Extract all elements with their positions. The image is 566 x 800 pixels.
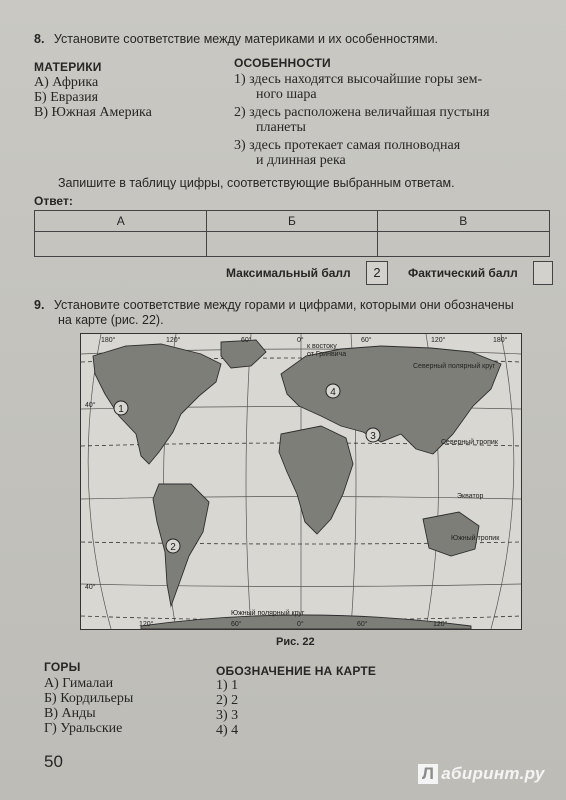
q8-right-item-3: 3) здесь протекает самая полноводная xyxy=(234,138,461,153)
north-america xyxy=(93,344,221,464)
q9-right-item-2: 2) 2 xyxy=(216,693,239,708)
q9-left-item-b: Б) Кордильеры xyxy=(44,691,134,706)
q8-right-list xyxy=(234,72,554,168)
q9-right-item-3: 3) 3 xyxy=(216,708,239,723)
map-bottom-label-2: 60° xyxy=(231,621,242,628)
q8-right-header: ОСОБЕННОСТИ xyxy=(234,56,331,70)
answer-cell-b[interactable] xyxy=(207,232,377,257)
page-number: 50 xyxy=(44,752,63,771)
q8-answer-table xyxy=(34,210,550,257)
map-arctic-circle: Северный полярный круг xyxy=(413,363,496,370)
q8-text: Установите соответствие между материками и их особенностями. xyxy=(53,32,438,46)
map-bottom-label-4: 60° xyxy=(357,621,368,628)
map-top-label-7: 180° xyxy=(493,337,508,344)
map-top-label-5: 60° xyxy=(361,337,372,344)
answer-header-b: Б xyxy=(207,211,377,232)
antarctica xyxy=(141,615,471,629)
q8-left-list xyxy=(34,75,152,120)
q9-left-item-c: В) Анды xyxy=(44,706,96,721)
q9-left-item-a: А) Гималаи xyxy=(44,676,114,691)
q9-left-item-d: Г) Уральские xyxy=(44,721,123,736)
q9-text-line1: Установите соответствие между горами и цифрами, которыми они обозначены xyxy=(53,298,514,312)
map-top-label-6: 120° xyxy=(431,337,446,344)
marker-4-label: 4 xyxy=(330,387,336,398)
q8-right-item-3-cont: и длинная река xyxy=(256,153,346,168)
marker-2-label: 2 xyxy=(170,542,176,553)
q8-right-item-2-cont: планеты xyxy=(256,120,306,135)
world-map-figure xyxy=(80,333,522,630)
map-tropic-north: Северный тропик xyxy=(441,439,498,446)
africa xyxy=(279,426,353,534)
map-bottom-label-3: 0° xyxy=(297,621,304,628)
map-top-label-2: 120° xyxy=(166,337,181,344)
map-bottom-label-5: 120° xyxy=(433,621,448,628)
q8-right-item-1-cont: ного шара xyxy=(256,87,317,102)
map-lat-label-2: 40° xyxy=(85,584,96,591)
q9-right-list xyxy=(216,678,238,738)
map-in-east: к востоку xyxy=(307,343,337,350)
greenland xyxy=(221,340,266,368)
answer-cell-c[interactable] xyxy=(377,232,549,257)
marker-1-label: 1 xyxy=(118,404,124,415)
figure-caption: Рис. 22 xyxy=(276,636,315,648)
watermark-text: абиринт.ру xyxy=(441,764,545,783)
q8-right-item-2: 2) здесь расположена величайшая пустыня xyxy=(234,105,490,120)
q9-left-header: ГОРЫ xyxy=(44,660,81,674)
world-map xyxy=(81,334,521,629)
q8-left-item-c: В) Южная Америка xyxy=(34,105,152,120)
map-tropic-south: Южный тропик xyxy=(451,535,500,542)
q9-number: 9. xyxy=(34,298,45,312)
map-equator: Экватор xyxy=(457,493,484,500)
map-antarctic-circle: Южный полярный круг xyxy=(231,610,305,617)
q9-text-line2: на карте (рис. 22). xyxy=(58,313,164,327)
q8-instruction: Запишите в таблицу цифры, соответствующие выбранным ответам. xyxy=(58,176,455,190)
q9-left-list xyxy=(44,676,133,736)
q8-number: 8. xyxy=(34,32,45,46)
q8-left-header: МАТЕРИКИ xyxy=(34,60,102,74)
q9-right-item-4: 4) 4 xyxy=(216,723,239,738)
q8-right-item-1: 1) здесь находятся высочайшие горы зем- xyxy=(234,72,483,87)
marker-3-label: 3 xyxy=(370,431,376,442)
australia xyxy=(423,512,479,556)
q8-left-item-b: Б) Евразия xyxy=(34,90,99,105)
answer-header-a: А xyxy=(35,211,207,232)
max-score-value: 2 xyxy=(373,265,381,280)
answer-header-c: В xyxy=(377,211,549,232)
q8-answer-label: Ответ: xyxy=(34,194,73,208)
q8-prompt xyxy=(34,32,438,46)
max-score-box xyxy=(366,261,388,285)
q9-right-header: ОБОЗНАЧЕНИЕ НА КАРТЕ xyxy=(216,664,377,678)
q8-left-item-a: А) Африка xyxy=(34,75,99,90)
map-top-label-1: 180° xyxy=(101,337,116,344)
map-top-label-3: 60° xyxy=(241,337,252,344)
actual-score-box[interactable] xyxy=(533,261,553,285)
map-top-label-4: 0° xyxy=(297,337,304,344)
max-score-label: Максимальный балл xyxy=(226,266,351,280)
map-from-greenwich: от Гринвича xyxy=(307,351,347,358)
map-lat-label-1: 40° xyxy=(85,402,96,409)
answer-cell-a[interactable] xyxy=(35,232,207,257)
q9-prompt xyxy=(34,298,554,328)
south-america xyxy=(153,484,209,606)
watermark-logo-letter: Л xyxy=(418,764,438,784)
map-bottom-label-1: 120° xyxy=(139,621,154,628)
actual-score-label: Фактический балл xyxy=(408,266,518,280)
q9-right-item-1: 1) 1 xyxy=(216,678,239,693)
labirint-watermark xyxy=(418,764,545,784)
